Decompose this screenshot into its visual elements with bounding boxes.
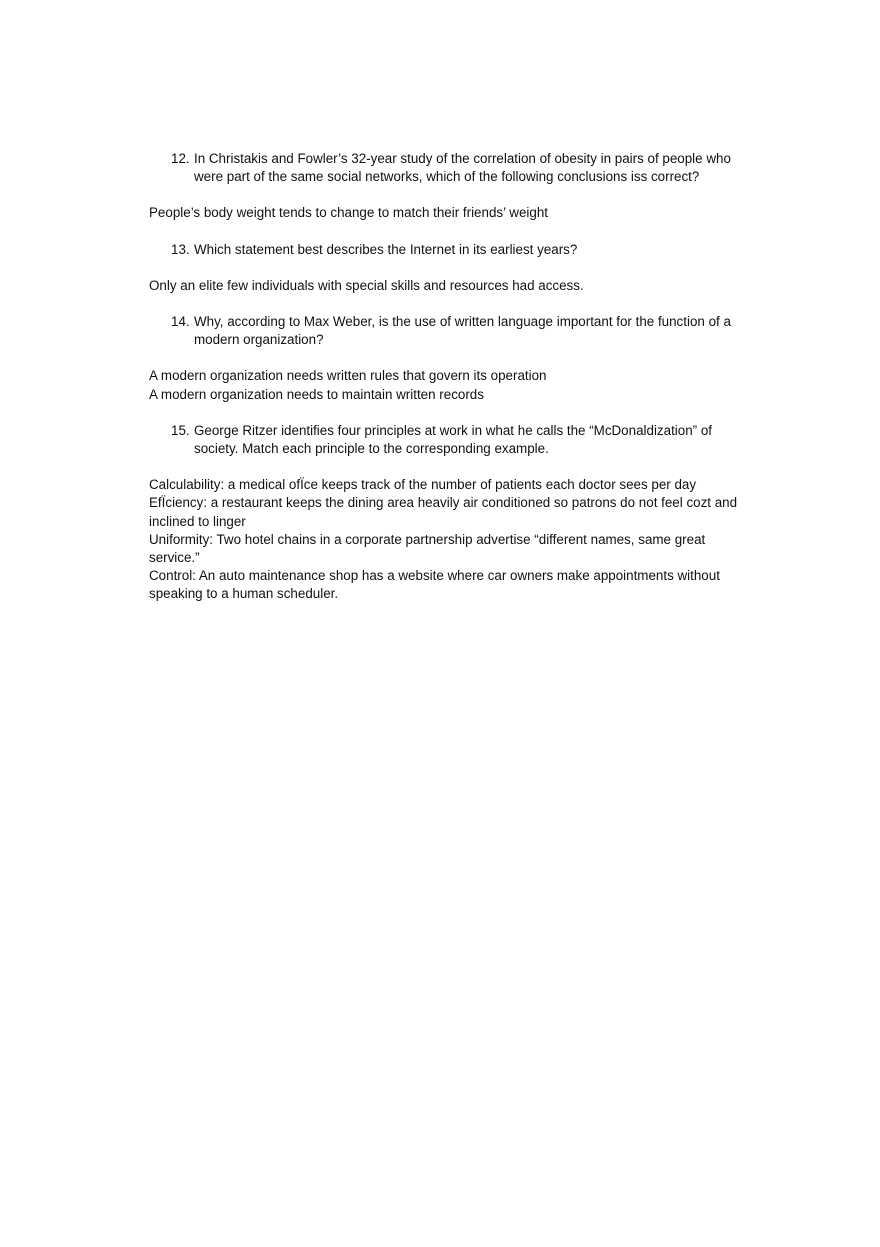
answer-list <box>149 476 739 603</box>
answer-line: A modern organization needs to maintain written records <box>149 386 484 402</box>
answer-line: Uniformity: Two hotel chains in a corporate partnership advertise “different names, same great service.” <box>149 531 706 566</box>
answer-line: EfÏciency: a restaurant keeps the dining area heavily air conditioned so patrons do not feel cozt and inclined to linger <box>149 495 738 529</box>
question-12 <box>171 150 739 186</box>
question-block-13 <box>149 241 739 295</box>
answer-list <box>149 204 739 222</box>
question-number: 12. <box>171 151 190 166</box>
answer-line: People’s body weight tends to change to match their friends’ weight <box>149 205 548 221</box>
answer-line: Control: An auto maintenance shop has a website where car owners make appointments without speaking to a human scheduler. <box>149 568 720 602</box>
question-14 <box>171 313 739 349</box>
question-text: Why, according to Max Weber, is the use of written language important for the function of a modern organization? <box>194 314 731 348</box>
answer-list <box>149 367 739 403</box>
question-text: George Ritzer identifies four principles at work in what he calls the “McDonaldization” of society. Match each principle to the corresponding example. <box>194 422 713 457</box>
answer-line: Only an elite few individuals with special skills and resources had access. <box>149 277 584 293</box>
question-block-14 <box>149 313 739 404</box>
question-number: 15. <box>171 422 190 438</box>
question-text: Which statement best describes the Internet in its earliest years? <box>194 241 578 257</box>
question-block-15 <box>149 422 739 604</box>
question-15 <box>171 422 739 458</box>
question-number: 14. <box>171 314 190 330</box>
answer-line: A modern organization needs written rules that govern its operation <box>149 368 547 384</box>
answer-list <box>149 277 739 295</box>
question-13 <box>171 241 739 259</box>
question-number: 13. <box>171 241 190 257</box>
answer-line: Calculability: a medical ofÏce keeps track of the number of patients each doctor sees per day <box>149 477 697 493</box>
question-block-12 <box>149 150 739 223</box>
question-text: In Christakis and Fowler’s 32-year study of the correlation of obesity in pairs of people who were part of the same social networks, which of the following conclusions iss correct? <box>194 151 731 185</box>
document-body <box>149 150 739 622</box>
